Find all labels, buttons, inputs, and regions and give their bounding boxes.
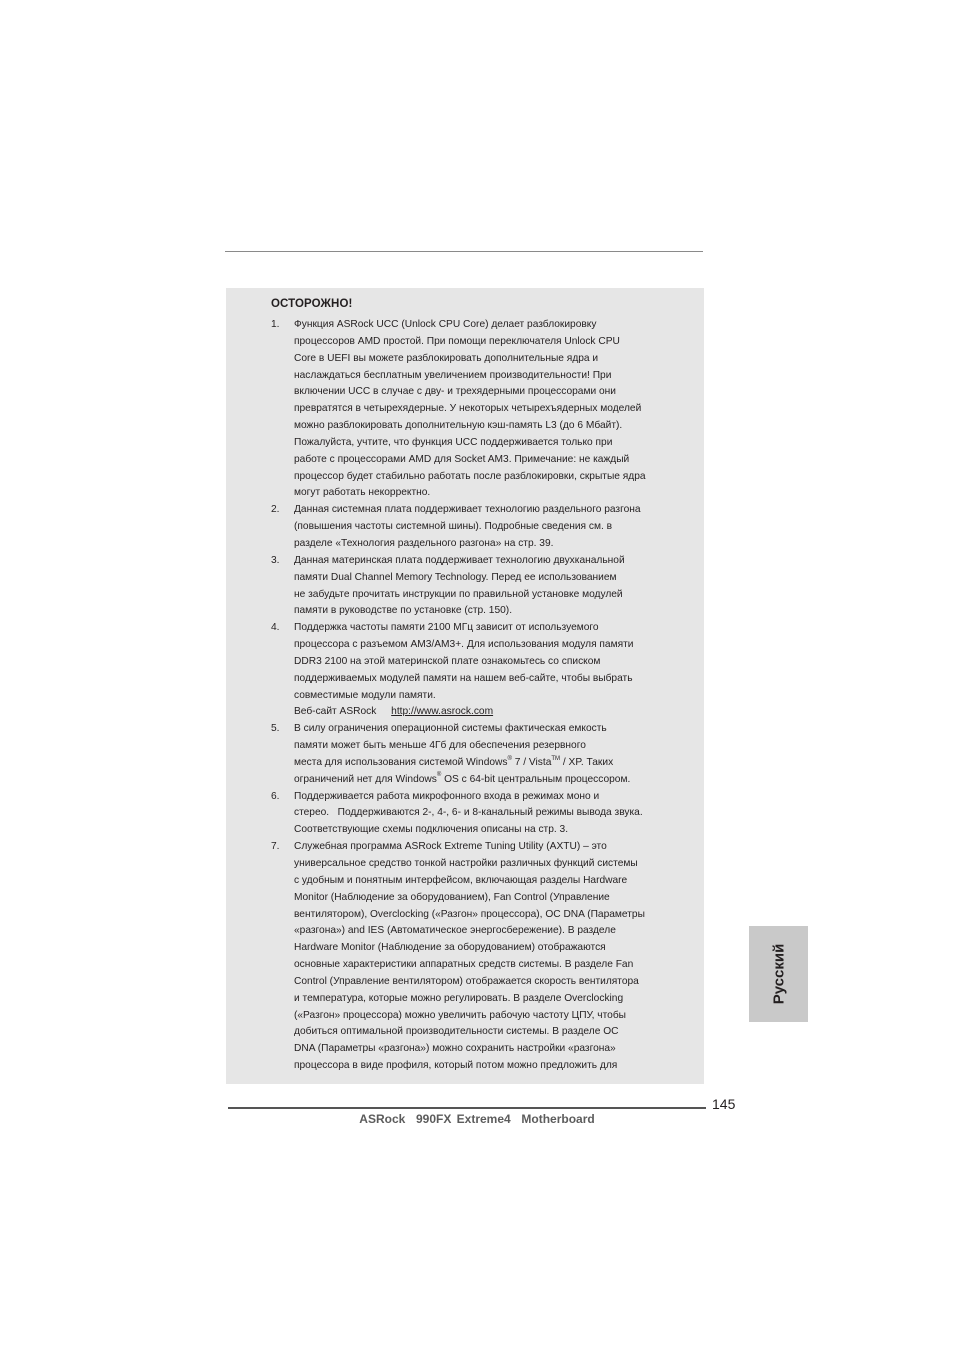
item-text: стерео. Поддерживаются 2-, 4-, 6- и 8-канальный режимы вывода звука.: [294, 807, 643, 819]
trademark-mark: TM: [551, 755, 561, 762]
item-text: Данная материнская плата поддерживает технологию двухканальной: [294, 554, 625, 566]
item-text: Control (Управление вентилятором) отображается скорость вентилятора: [294, 975, 639, 987]
website-row: [294, 704, 691, 721]
list-item: [271, 721, 691, 788]
item-text: Функция ASRock UCC (Unlock CPU Core) делает разблокировку: [294, 319, 597, 330]
page-number: 145: [712, 1096, 736, 1112]
item-text: Соответствующие схемы подключения описаны на стр. 3.: [294, 824, 569, 836]
language-tab: [749, 926, 808, 1022]
language-label: Русский: [770, 943, 787, 1005]
list-item: [271, 839, 691, 1075]
text-segment: OS с 64-bit центральным процессором.: [441, 773, 631, 785]
item-text: процессора в виде профиля, который потом можно предложить для: [294, 1060, 618, 1072]
item-text: поддерживаемых модулей памяти на нашем веб-сайте, чтобы выбрать: [294, 672, 633, 684]
text-segment: / XP. Таких: [560, 756, 614, 768]
item-text: памяти может быть меньше 4Гб для обеспечения резервного: [294, 740, 586, 752]
list-item: [271, 317, 691, 502]
item-number: 5.: [271, 723, 280, 735]
item-text: включении UCC в случае с дву- и трехядерными процессорами они: [294, 386, 616, 398]
top-divider: [225, 251, 703, 252]
item-number: 7.: [271, 841, 280, 853]
item-text: памяти Dual Channel Memory Technology. Перед ее использованием: [294, 571, 617, 583]
item-text: с удобным и понятным интерфейсом, включающая разделы Hardware: [294, 874, 628, 886]
list-item: [271, 502, 691, 553]
item-text: разделе «Технология раздельного разгона» на стр. 39.: [294, 537, 554, 549]
item-text: («Разгон» процессора) можно увеличить рабочую частоту ЦПУ, чтобы: [294, 1009, 626, 1021]
item-text: DDR3 2100 на этой материнской плате ознакомьтесь со списком: [294, 655, 601, 667]
item-text: вентилятором), Overclocking («Разгон» процессора), OC DNA (Параметры: [294, 908, 645, 920]
item-text: совместимые модули памяти.: [294, 689, 436, 701]
item-number: 1.: [271, 319, 280, 330]
website-link[interactable]: http://www.asrock.com: [391, 706, 494, 718]
item-text: могут работать некорректно.: [294, 487, 431, 499]
item-text: основные характеристики аппаратных средств системы. В разделе Fan: [294, 959, 634, 971]
registered-mark: ®: [507, 755, 512, 762]
website-label: Веб-сайт ASRock: [294, 706, 377, 718]
item-text: «разгона») and IES (Автоматическое энергосбережение). В разделе: [294, 925, 616, 937]
item-text: В силу ограничения операционной системы фактическая емкость: [294, 723, 607, 735]
item-text: и температура, которые можно регулировать. В разделе Overclocking: [294, 992, 624, 1004]
item-text-windows-64bit: [294, 772, 691, 789]
footer-title: ASRock 990FX Extreme4 Motherboard: [359, 1112, 595, 1126]
item-text: превратятся в четырехядерные. У некоторых четырехъядерных моделей: [294, 403, 642, 415]
caution-box: [226, 288, 704, 1084]
item-text: процессоров AMD простой. При помощи переключателя Unlock CPU: [294, 335, 620, 347]
item-number: 4.: [271, 622, 280, 634]
item-text: Поддержка частоты памяти 2100 МГц зависит от используемого: [294, 622, 599, 634]
item-text: не забудьте прочитать инструкции по правильной установке модулей: [294, 588, 623, 600]
item-text: добиться оптимальной производительности системы. В разделе OC: [294, 1026, 619, 1038]
item-number: 2.: [271, 504, 280, 516]
item-text: Пожалуйста, учтите, что функция UCC поддерживается только при: [294, 436, 613, 448]
text-segment: 7 / Vista: [511, 756, 552, 768]
list-item: [271, 620, 691, 721]
item-text: универсальное средство тонкой настройки различных функций системы: [294, 858, 638, 869]
item-text: Core в UEFI вы можете разблокировать дополнительные ядра и: [294, 352, 599, 364]
item-text: работе с процессорами AMD для Socket AM3. Примечание: не каждый: [294, 453, 630, 465]
footer-divider: [228, 1107, 706, 1109]
item-text: Monitor (Наблюдение за оборудованием), Fan Control (Управление: [294, 891, 610, 903]
item-text: Поддерживается работа микрофонного входа в режимах моно и: [294, 790, 600, 802]
item-text: Служебная программа ASRock Extreme Tuning Utility (AXTU) – это: [294, 841, 607, 853]
item-text: можно разблокировать дополнительную кэш-память L3 (до 6 Мбайт).: [294, 420, 623, 432]
item-number: 6.: [271, 790, 280, 802]
caution-list: [271, 317, 691, 1075]
registered-mark: ®: [436, 772, 442, 779]
item-text: наслаждаться бесплатным увеличением производительности! При: [294, 369, 612, 381]
item-text: памяти в руководстве по установке (стр. 150).: [294, 605, 513, 617]
item-text-windows-versions: [294, 755, 691, 772]
caution-title: ОСТОРОЖНО!: [271, 298, 353, 310]
item-text: Данная системная плата поддерживает технологию раздельного разгона: [294, 504, 641, 516]
item-text: Hardware Monitor (Наблюдение за оборудованием) отображаются: [294, 942, 606, 954]
list-item: [271, 789, 691, 840]
text-segment: места для использования системой Windows: [294, 756, 508, 768]
item-text: (повышения частоты системной шины). Подробные сведения см. в: [294, 521, 613, 533]
item-text: процессор будет стабильно работать после разблокировки, скрытые ядра: [294, 470, 646, 482]
item-text: DNA (Параметры «разгона») можно сохранить настройки «разгона»: [294, 1043, 616, 1055]
list-item: [271, 553, 691, 620]
text-segment: ограничений нет для Windows: [294, 773, 437, 785]
item-text: процессора с разъемом AM3/AM3+. Для использования модуля памяти: [294, 639, 634, 651]
item-number: 3.: [271, 554, 280, 566]
